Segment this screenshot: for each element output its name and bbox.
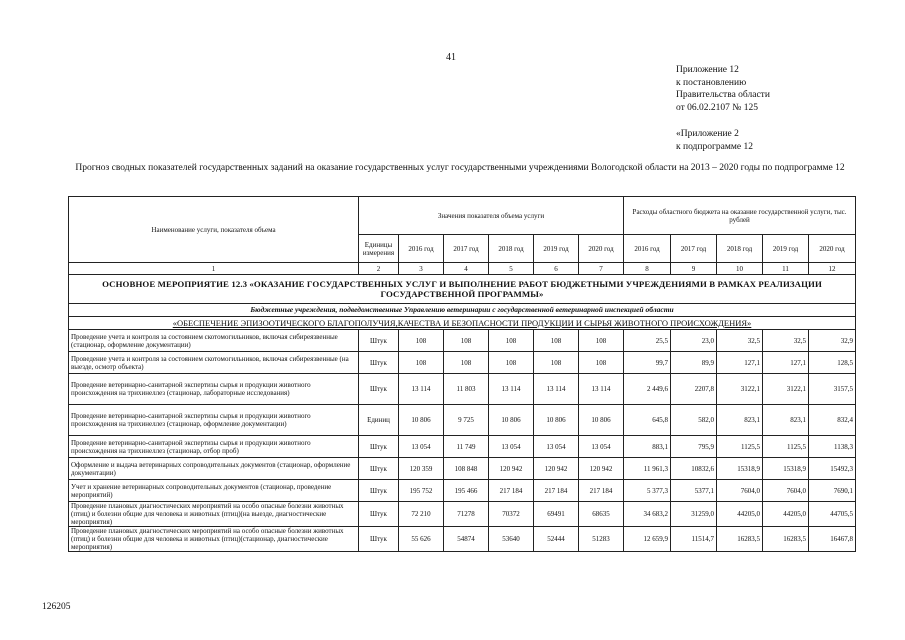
volume-value-cell: 108 [489, 352, 534, 374]
volume-value-cell: 51283 [579, 527, 624, 552]
table-row [69, 330, 856, 352]
table-row [69, 502, 856, 527]
volume-value-cell: 13 114 [579, 374, 624, 405]
expense-value-cell: 10832,6 [671, 458, 717, 480]
subsection-title: Бюджетные учреждения, подведомственные Управлению ветеринарии с государственной ветеринарной инспекцией области [69, 304, 856, 317]
group-title: «ОБЕСПЕЧЕНИЕ ЭПИЗООТИЧЕСКОГО БЛАГОПОЛУЧИЯ,КАЧЕСТВА И БЕЗОПАСНОСТИ ПРОДУКЦИИ И СЫРЬЯ ЖИВОТНОГО ПРОИСХОЖДЕНИЯ» [69, 317, 856, 330]
volume-value-cell: 120 942 [534, 458, 579, 480]
column-number: 2 [359, 263, 399, 275]
unit-cell: Штук [359, 527, 399, 552]
volume-value-cell: 217 184 [579, 480, 624, 502]
column-number: 9 [671, 263, 717, 275]
expense-value-cell: 2 449,6 [624, 374, 671, 405]
header-year: 2017 год [671, 235, 717, 263]
expense-value-cell: 832,4 [809, 405, 856, 436]
appendix-line: Правительства области [676, 90, 770, 100]
expense-value-cell: 32,5 [717, 330, 763, 352]
expense-value-cell: 128,5 [809, 352, 856, 374]
column-number: 8 [624, 263, 671, 275]
column-number: 5 [489, 263, 534, 275]
volume-value-cell: 108 [534, 330, 579, 352]
document-title: Прогноз сводных показателей государственных заданий на оказание государственных услуг государственными учреждениями Вологодской области на 2013 – 2020 годы по подпрограмме 12 [75, 163, 845, 173]
volume-value-cell: 108 [444, 330, 489, 352]
expense-value-cell: 1125,5 [717, 436, 763, 458]
column-number: 6 [534, 263, 579, 275]
appendix2-line: к подпрограмме 12 [676, 141, 753, 152]
expense-value-cell: 7690,1 [809, 480, 856, 502]
expense-value-cell: 44205,0 [763, 502, 809, 527]
expense-value-cell: 12 659,9 [624, 527, 671, 552]
expense-value-cell: 16467,8 [809, 527, 856, 552]
expense-value-cell: 1138,3 [809, 436, 856, 458]
unit-cell: Единиц [359, 405, 399, 436]
expense-value-cell: 11 961,3 [624, 458, 671, 480]
expense-value-cell: 127,1 [717, 352, 763, 374]
column-number: 12 [809, 263, 856, 275]
volume-value-cell: 108 [579, 330, 624, 352]
expense-value-cell: 44205,0 [717, 502, 763, 527]
service-name-cell: Учет и хранение ветеринарных сопроводительных документов (стационар, проведение мероприятий) [69, 480, 359, 502]
volume-value-cell: 9 725 [444, 405, 489, 436]
table-row [69, 458, 856, 480]
expense-value-cell: 3157,5 [809, 374, 856, 405]
volume-value-cell: 72 210 [399, 502, 444, 527]
column-number: 4 [444, 263, 489, 275]
header-year: 2017 год [444, 235, 489, 263]
expense-value-cell: 7604,0 [717, 480, 763, 502]
volume-value-cell: 13 054 [579, 436, 624, 458]
expense-value-cell: 99,7 [624, 352, 671, 374]
volume-value-cell: 52444 [534, 527, 579, 552]
volume-value-cell: 120 359 [399, 458, 444, 480]
expense-value-cell: 16283,5 [763, 527, 809, 552]
appendix2-line: «Приложение 2 [676, 129, 739, 139]
volume-value-cell: 108 [444, 352, 489, 374]
expense-value-cell: 25,5 [624, 330, 671, 352]
volume-value-cell: 108 [489, 330, 534, 352]
expense-value-cell: 16283,5 [717, 527, 763, 552]
volume-value-cell: 55 626 [399, 527, 444, 552]
section-title: ОСНОВНОЕ МЕРОПРИЯТИЕ 12.3 «ОКАЗАНИЕ ГОСУДАРСТВЕННЫХ УСЛУГ И ВЫПОЛНЕНИЕ РАБОТ БЮДЖЕТНЫМИ УЧРЕЖДЕНИЯМИ В РАМКАХ РЕАЛИЗАЦИИ ГОСУДАРСТВЕННОЙ ПРОГРАММЫ» [69, 275, 856, 304]
header-unit: Единицы измерения [359, 235, 399, 263]
expense-value-cell: 2207,8 [671, 374, 717, 405]
unit-cell: Штук [359, 352, 399, 374]
unit-cell: Штук [359, 458, 399, 480]
column-number: 3 [399, 263, 444, 275]
header-year: 2019 год [534, 235, 579, 263]
column-number: 11 [763, 263, 809, 275]
volume-value-cell: 11 803 [444, 374, 489, 405]
service-name-cell: Проведение ветеринарно-санитарной экспертизы сырья и продукции животного происхождения на трихинеллез (стационар, отбор проб) [69, 436, 359, 458]
unit-cell: Штук [359, 374, 399, 405]
volume-value-cell: 10 806 [399, 405, 444, 436]
header-year: 2020 год [579, 235, 624, 263]
expense-value-cell: 32,9 [809, 330, 856, 352]
header-year: 2016 год [624, 235, 671, 263]
expense-value-cell: 5377,1 [671, 480, 717, 502]
volume-value-cell: 13 114 [399, 374, 444, 405]
appendix-line: Приложение 12 [676, 65, 739, 75]
volume-value-cell: 120 942 [579, 458, 624, 480]
volume-value-cell: 70372 [489, 502, 534, 527]
column-number: 1 [69, 263, 359, 275]
header-year: 2016 год [399, 235, 444, 263]
expense-value-cell: 795,9 [671, 436, 717, 458]
expense-value-cell: 3122,1 [717, 374, 763, 405]
volume-value-cell: 68635 [579, 502, 624, 527]
expense-value-cell: 823,1 [763, 405, 809, 436]
expense-value-cell: 89,9 [671, 352, 717, 374]
footer-code: 126205 [42, 602, 71, 612]
service-name-cell: Оформление и выдача ветеринарных сопроводительных документов (стационар, оформление документации) [69, 458, 359, 480]
service-name-cell: Проведение плановых диагностических мероприятий на особо опасные болезни животных (птиц) и болезни общие для человека и животных (птиц)(стационар, диагностические мероприятия) [69, 527, 359, 552]
expense-value-cell: 15318,9 [763, 458, 809, 480]
header-volume-values: Значения показателя объема услуги [359, 197, 624, 235]
unit-cell: Штук [359, 502, 399, 527]
volume-value-cell: 217 184 [534, 480, 579, 502]
volume-value-cell: 108 848 [444, 458, 489, 480]
expense-value-cell: 582,0 [671, 405, 717, 436]
volume-value-cell: 53640 [489, 527, 534, 552]
header-expenses: Расходы областного бюджета на оказание государственной услуги, тыс. рублей [624, 197, 856, 235]
volume-value-cell: 13 054 [399, 436, 444, 458]
expense-value-cell: 11514,7 [671, 527, 717, 552]
volume-value-cell: 108 [579, 352, 624, 374]
volume-value-cell: 108 [399, 352, 444, 374]
forecast-table [68, 196, 856, 552]
column-number: 10 [717, 263, 763, 275]
table-row [69, 480, 856, 502]
expense-value-cell: 31259,0 [671, 502, 717, 527]
unit-cell: Штук [359, 436, 399, 458]
expense-value-cell: 883,1 [624, 436, 671, 458]
volume-value-cell: 195 752 [399, 480, 444, 502]
table-row [69, 527, 856, 552]
volume-value-cell: 13 054 [489, 436, 534, 458]
expense-value-cell: 32,5 [763, 330, 809, 352]
expense-value-cell: 823,1 [717, 405, 763, 436]
unit-cell: Штук [359, 330, 399, 352]
appendix-block [676, 64, 770, 114]
service-name-cell: Проведение учета и контроля за состоянием скотомогильников, включая сибиреязвенные (на выезде, осмотр объекта) [69, 352, 359, 374]
volume-value-cell: 10 806 [579, 405, 624, 436]
expense-value-cell: 23,0 [671, 330, 717, 352]
table-row [69, 436, 856, 458]
expense-value-cell: 1125,5 [763, 436, 809, 458]
volume-value-cell: 71278 [444, 502, 489, 527]
expense-value-cell: 15318,9 [717, 458, 763, 480]
expense-value-cell: 127,1 [763, 352, 809, 374]
table-row [69, 374, 856, 405]
volume-value-cell: 195 466 [444, 480, 489, 502]
volume-value-cell: 54874 [444, 527, 489, 552]
volume-value-cell: 10 806 [489, 405, 534, 436]
table-row [69, 352, 856, 374]
header-year: 2019 год [763, 235, 809, 263]
appendix-line: к постановлению [676, 77, 747, 88]
volume-value-cell: 13 114 [534, 374, 579, 405]
expense-value-cell: 15492,3 [809, 458, 856, 480]
expense-value-cell: 3122,1 [763, 374, 809, 405]
expense-value-cell: 645,8 [624, 405, 671, 436]
volume-value-cell: 11 749 [444, 436, 489, 458]
page-number: 41 [446, 52, 456, 63]
expense-value-cell: 5 377,3 [624, 480, 671, 502]
column-number: 7 [579, 263, 624, 275]
appendix-line: от 06.02.2107 № 125 [676, 102, 758, 113]
volume-value-cell: 13 114 [489, 374, 534, 405]
header-year: 2020 год [809, 235, 856, 263]
appendix2-block [676, 128, 753, 153]
service-name-cell: Проведение учета и контроля за состоянием скотомогильников, включая сибиреязвенные (стационар, оформление документации) [69, 330, 359, 352]
volume-value-cell: 108 [399, 330, 444, 352]
volume-value-cell: 13 054 [534, 436, 579, 458]
header-service-name: Наименование услуги, показателя объема [69, 197, 359, 263]
expense-value-cell: 44705,5 [809, 502, 856, 527]
service-name-cell: Проведение плановых диагностических мероприятий на особо опасные болезни животных (птиц) и болезни общие для человека и животных (птиц)(на выезде, диагностические мероприятия) [69, 502, 359, 527]
unit-cell: Штук [359, 480, 399, 502]
header-year: 2018 год [489, 235, 534, 263]
table-row [69, 405, 856, 436]
header-year: 2018 год [717, 235, 763, 263]
expense-value-cell: 34 683,2 [624, 502, 671, 527]
service-name-cell: Проведение ветеринарно-санитарной экспертизы сырья и продукции животного происхождения на трихинеллез (стационар, лабораторные исследования) [69, 374, 359, 405]
volume-value-cell: 108 [534, 352, 579, 374]
volume-value-cell: 120 942 [489, 458, 534, 480]
service-name-cell: Проведение ветеринарно-санитарной экспертизы сырья и продукции животного происхождения на трихинеллез (стационар, оформление документации) [69, 405, 359, 436]
volume-value-cell: 217 184 [489, 480, 534, 502]
volume-value-cell: 69491 [534, 502, 579, 527]
expense-value-cell: 7604,0 [763, 480, 809, 502]
volume-value-cell: 10 806 [534, 405, 579, 436]
